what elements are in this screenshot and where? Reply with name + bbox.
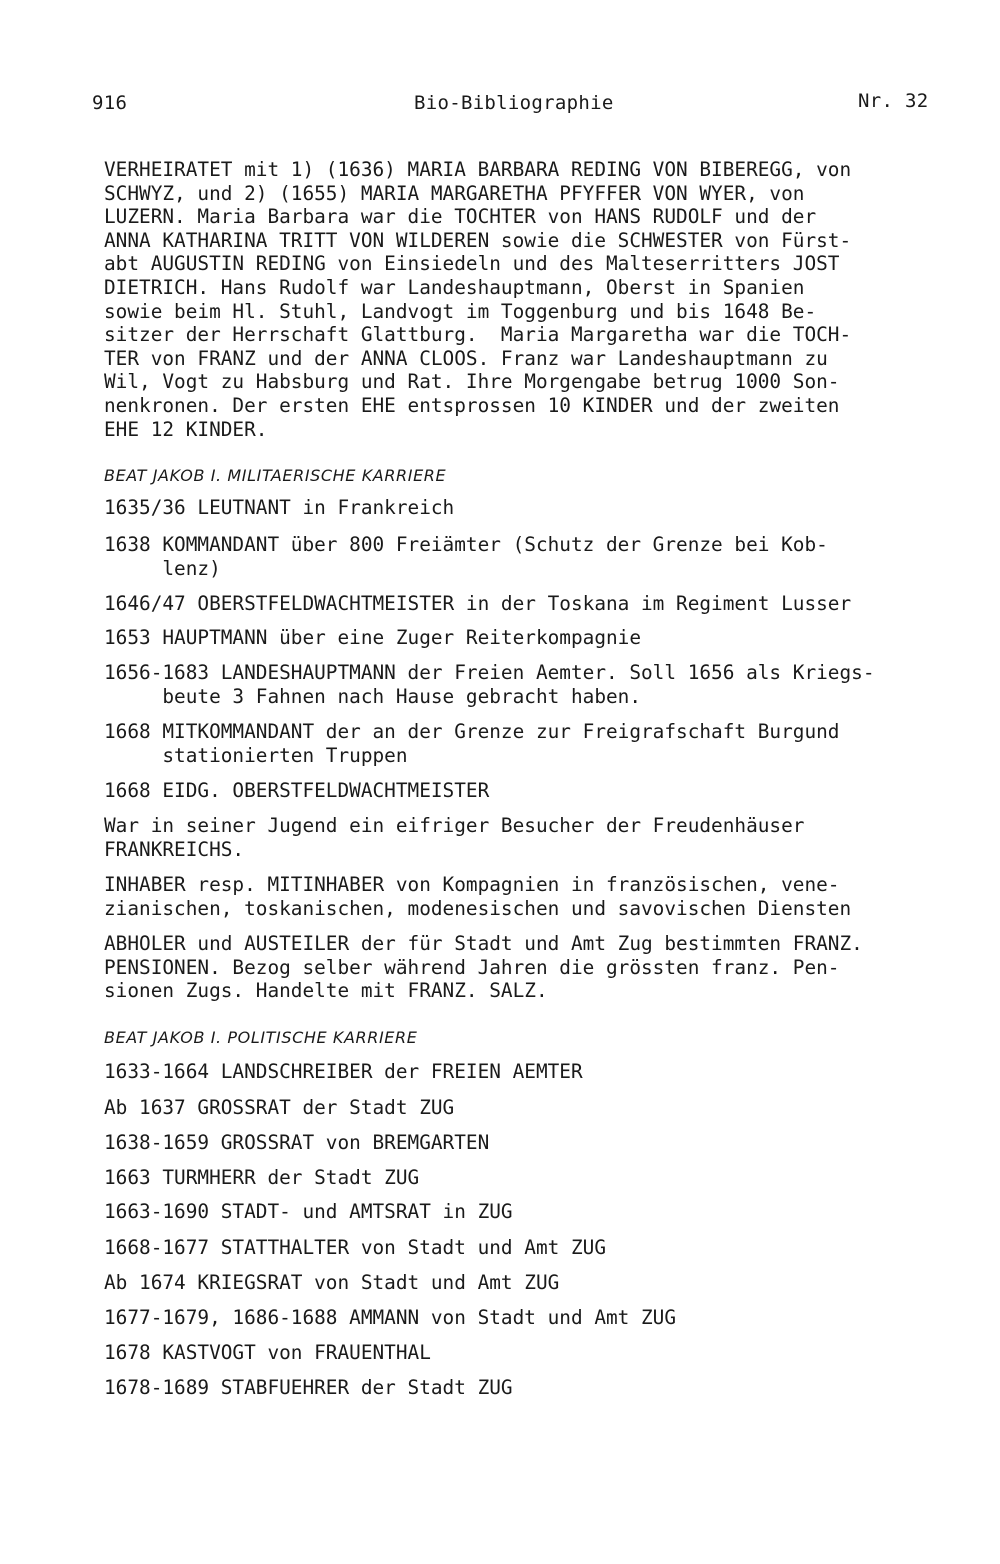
military-entry: 1653 HAUPTMANN über eine Zuger Reiterkompagnie <box>104 626 642 649</box>
political-entry: 1633-1664 LANDSCHREIBER der FREIEN AEMTER <box>104 1060 583 1083</box>
military-note: INHABER resp. MITINHABER von Kompagnien in französischen, vene- zianischen, toskanischen, modenesischen und savovischen Diensten <box>104 873 852 920</box>
entry-number: Nr. 32 <box>858 90 929 112</box>
political-entry: 1638-1659 GROSSRAT von BREMGARTEN <box>104 1131 490 1154</box>
military-note: War in seiner Jugend ein eifriger Besucher der Freudenhäuser FRANKREICHS. <box>104 814 805 861</box>
political-entry: 1668-1677 STATTHALTER von Stadt und Amt ZUG <box>104 1236 606 1259</box>
running-title: Bio-Bibliographie <box>414 92 614 114</box>
political-heading: BEAT JAKOB I. POLITISCHE KARRIERE <box>104 1028 418 1047</box>
page-number: 916 <box>92 92 128 114</box>
military-entry: 1668 MITKOMMANDANT der an der Grenze zur Freigrafschaft Burgund stationierten Truppen <box>104 720 840 767</box>
political-entry: 1663-1690 STADT- und AMTSRAT in ZUG <box>104 1200 513 1223</box>
military-entry: 1638 KOMMANDANT über 800 Freiämter (Schutz der Grenze bei Kob- lenz) <box>104 533 828 580</box>
military-entry: 1668 EIDG. OBERSTFELDWACHTMEISTER <box>104 779 490 802</box>
political-entry: 1677-1679, 1686-1688 AMMANN von Stadt und Amt ZUG <box>104 1306 677 1329</box>
political-entry: Ab 1674 KRIEGSRAT von Stadt und Amt ZUG <box>104 1271 560 1294</box>
military-heading: BEAT JAKOB I. MILITAERISCHE KARRIERE <box>104 466 447 485</box>
political-entry: 1663 TURMHERR der Stadt ZUG <box>104 1166 420 1189</box>
political-entry: 1678 KASTVOGT von FRAUENTHAL <box>104 1341 431 1364</box>
military-note: ABHOLER und AUSTEILER der für Stadt und Amt Zug bestimmten FRANZ. PENSIONEN. Bezog selber während Jahren die grössten franz. Pen- sionen Zugs. Handelte mit FRANZ. SALZ. <box>104 932 863 1003</box>
intro-paragraph: VERHEIRATET mit 1) (1636) MARIA BARBARA REDING VON BIBEREGG, von SCHWYZ, und 2) (1655) MARIA MARGARETHA PFYFFER VON WYER, von LUZERN. Maria Barbara war die TOCHTER von HANS RUDOLF und der ANNA KATHARINA TRITT VON WILDEREN sowie die SCHWESTER von Fürst- abt AUGUSTIN REDING von Einsiedeln und des Malteserritters JOST DIETRICH. Hans Rudolf war Landeshauptmann, Oberst in Spanien sowie beim Hl. Stuhl, Landvogt im Toggenburg und bis 1648 Be- sitzer der Herrschaft Glattburg. Maria Margaretha war die TOCH- TER von FRANZ und der ANNA CLOOS. Franz war Landeshauptmann zu Wil, Vogt zu Habsburg und Rat. Ihre Morgengabe betrug 1000 Son- nenkronen. Der ersten EHE entsprossen 10 KINDER und der zweiten EHE 12 KINDER. <box>104 158 852 441</box>
political-entry: 1678-1689 STABFUEHRER der Stadt ZUG <box>104 1376 513 1399</box>
military-entry: 1635/36 LEUTNANT in Frankreich <box>104 496 455 519</box>
military-entry: 1646/47 OBERSTFELDWACHTMEISTER in der Toskana im Regiment Lusser <box>104 592 852 615</box>
political-entry: Ab 1637 GROSSRAT der Stadt ZUG <box>104 1096 455 1119</box>
military-entry: 1656-1683 LANDESHAUPTMANN der Freien Aemter. Soll 1656 als Kriegs- beute 3 Fahnen nach Hause gebracht haben. <box>104 661 875 708</box>
